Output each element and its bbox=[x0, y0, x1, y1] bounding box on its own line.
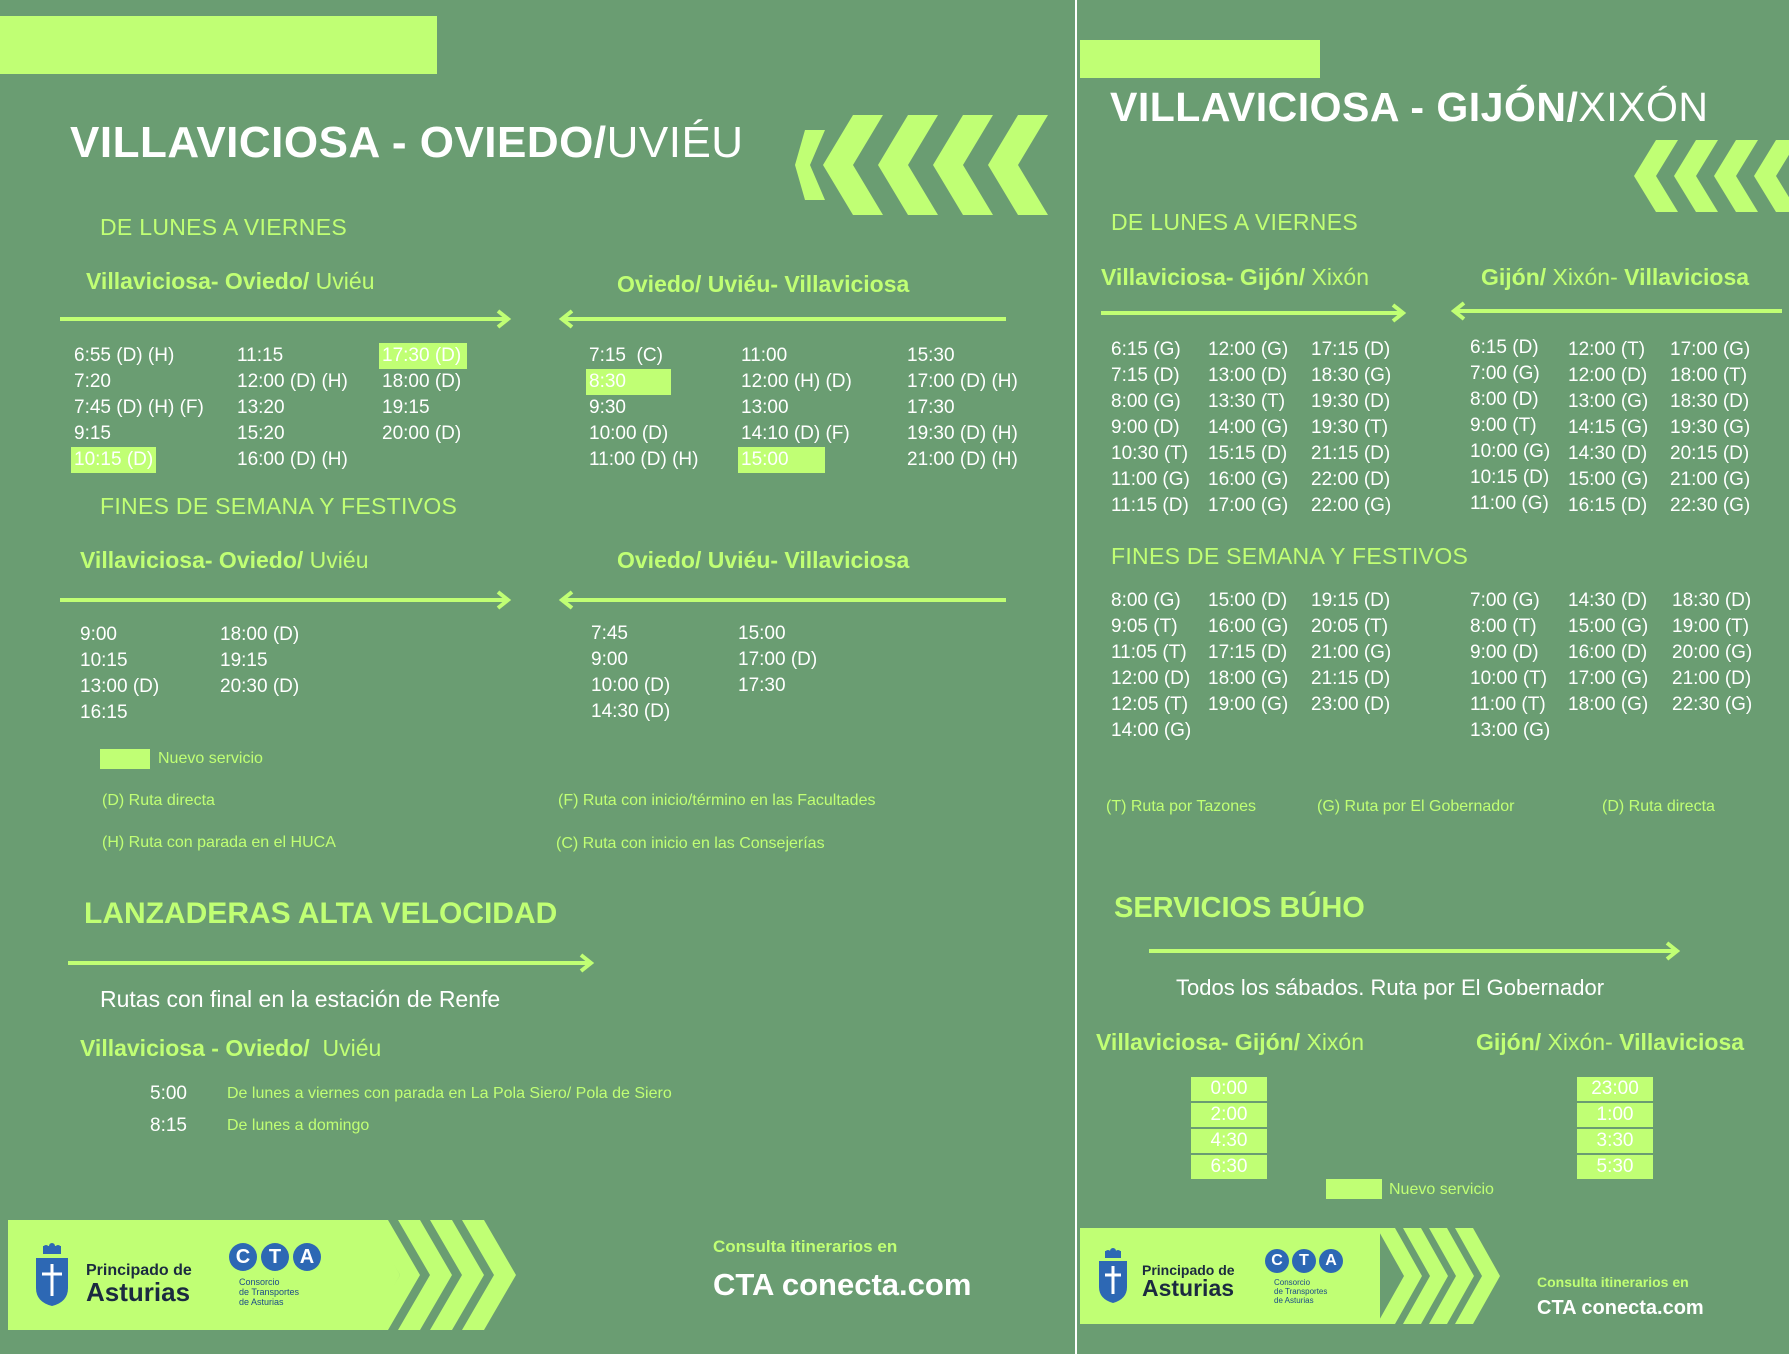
weekday-label: DE LUNES A VIERNES bbox=[1111, 209, 1358, 235]
shuttle-time: 8:15 bbox=[150, 1115, 187, 1136]
page-title: VILLAVICIOSA - GIJÓN/XIXÓN bbox=[1110, 84, 1709, 130]
legend-direct: (D) Ruta directa bbox=[102, 792, 215, 809]
legend-new-service: Nuevo servicio bbox=[1389, 1181, 1494, 1198]
legend-gobernador: (G) Ruta por El Gobernador bbox=[1317, 798, 1515, 815]
new-service-time: 10:15 (D) bbox=[71, 447, 156, 473]
weekday-in-col-1: 6:15 (D) 7:00 (G) 8:00 (D) 9:00 (T) 10:00 (G) 10:15 (D) 11:00 (G) bbox=[1470, 337, 1551, 514]
weekday-in-col-2: 12:00 (T) 12:00 (D) 13:00 (G) 14:15 (G) 14:30 (D) 15:00 (G) 16:15 (D) bbox=[1568, 339, 1649, 516]
arrow-right bbox=[68, 954, 598, 974]
weekday-out-col-2: 12:00 (G) 13:00 (D) 13:30 (T) 14:00 (G) 15:15 (D) 16:00 (G) 17:00 (G) bbox=[1208, 339, 1289, 516]
new-service-time: 15:00 bbox=[738, 447, 825, 473]
logo-line-2: Asturias bbox=[86, 1277, 191, 1307]
route-in-heading: Oviedo/ Uviéu- Villaviciosa bbox=[617, 547, 910, 573]
shuttle-time: 5:00 bbox=[150, 1083, 187, 1104]
route-out-heading: Villaviciosa- Oviedo/ Uviéu bbox=[80, 547, 369, 573]
arrow-left bbox=[1452, 302, 1789, 322]
new-service-time: 8:30 bbox=[586, 369, 671, 395]
footer-website-link[interactable]: CTA conecta.com bbox=[1537, 1297, 1704, 1319]
weekday-in-col-3: 15:30 17:00 (D) (H) 17:30 19:30 (D) (H) 21:00 (D) (H) bbox=[907, 345, 1018, 470]
weekday-in-col-2: 11:00 12:00 (H) (D) 13:00 14:10 (D) (F) 15:00 bbox=[741, 343, 852, 473]
weekend-in-col-1: 7:00 (G) 8:00 (T) 9:00 (D) 10:00 (T) 11:00 (T) 13:00 (G) bbox=[1470, 590, 1551, 741]
arrow-right bbox=[1149, 942, 1684, 962]
cta-letter-a: A bbox=[1319, 1249, 1343, 1273]
route-in-heading: Gijón/ Xixón- Villaviciosa bbox=[1481, 264, 1750, 290]
weekend-label: FINES DE SEMANA Y FESTIVOS bbox=[100, 493, 458, 519]
weekend-out-col-2: 18:00 (D) 19:15 20:30 (D) bbox=[220, 624, 300, 697]
asturias-crest-icon bbox=[32, 1244, 72, 1306]
legend-direct: (D) Ruta directa bbox=[1602, 798, 1715, 815]
shuttle-route-heading: Villaviciosa - Oviedo/ Uviéu bbox=[80, 1035, 382, 1061]
cta-letter-c: C bbox=[1265, 1249, 1289, 1273]
arrow-right bbox=[60, 591, 515, 611]
weekday-in-col-3: 17:00 (G) 18:00 (T) 18:30 (D) 19:30 (G) 20:15 (D) 21:00 (G) 22:30 (G) bbox=[1670, 339, 1751, 516]
accent-bar bbox=[0, 16, 437, 74]
weekend-out-col-1: 8:00 (G) 9:05 (T) 11:05 (T) 12:00 (D) 12:05 (T) 14:00 (G) bbox=[1111, 590, 1192, 741]
arrow-left bbox=[560, 310, 1010, 330]
buho-title: SERVICIOS BÚHO bbox=[1114, 892, 1365, 924]
shuttle-subtitle: Rutas con final en la estación de Renfe bbox=[100, 986, 501, 1012]
new-service-swatch bbox=[1326, 1179, 1382, 1199]
weekend-out-col-1: 9:00 10:15 13:00 (D) 16:15 bbox=[80, 624, 160, 723]
right-schedule-panel bbox=[1077, 0, 1789, 1354]
footer-chevrons bbox=[1377, 1228, 1502, 1324]
weekend-in-col-2: 14:30 (D) 15:00 (G) 16:00 (D) 17:00 (G) 18:00 (G) bbox=[1568, 590, 1649, 715]
weekend-in-col-1: 7:45 9:00 10:00 (D) 14:30 (D) bbox=[591, 623, 671, 722]
buho-in-times: 23:00 1:00 3:30 5:30 bbox=[1577, 1077, 1653, 1181]
buho-out-heading: Villaviciosa- Gijón/ Xixón bbox=[1096, 1029, 1365, 1055]
cta-letter-a: A bbox=[293, 1243, 321, 1271]
new-service-swatch bbox=[100, 749, 150, 769]
route-in-heading: Oviedo/ Uviéu- Villaviciosa bbox=[617, 271, 910, 297]
arrow-left bbox=[560, 591, 1010, 611]
shuttle-title: LANZADERAS ALTA VELOCIDAD bbox=[84, 897, 558, 930]
shuttle-desc: De lunes a viernes con parada en La Pola Siero/ Pola de Siero bbox=[227, 1085, 672, 1102]
arrow-right bbox=[1101, 304, 1411, 324]
legend-consejerias: (C) Ruta con inicio en las Consejerías bbox=[556, 835, 825, 852]
route-out-heading: Villaviciosa- Oviedo/ Uviéu bbox=[86, 268, 375, 294]
buho-out-times: 0:00 2:00 4:30 6:30 bbox=[1191, 1077, 1267, 1181]
footer-website-link[interactable]: CTA conecta.com bbox=[713, 1267, 972, 1302]
logo-line-1: Principado de bbox=[86, 1262, 192, 1279]
buho-subtitle: Todos los sábados. Ruta por El Gobernador bbox=[1176, 975, 1605, 1000]
weekday-in-col-1: 7:15 (C) 8:30 9:30 10:00 (D) 11:00 (D) (H) bbox=[589, 343, 698, 473]
weekend-out-col-2: 15:00 (D) 16:00 (G) 17:15 (D) 18:00 (G) 19:00 (G) bbox=[1208, 590, 1289, 715]
cta-letter-t: T bbox=[261, 1243, 289, 1271]
legend-tazones: (T) Ruta por Tazones bbox=[1106, 798, 1256, 815]
accent-bar bbox=[1080, 40, 1320, 78]
weekend-label: FINES DE SEMANA Y FESTIVOS bbox=[1111, 543, 1469, 569]
new-service-time: 17:30 (D) bbox=[379, 343, 467, 369]
chevrons-decoration bbox=[1620, 140, 1789, 212]
legend-new-service: Nuevo servicio bbox=[158, 750, 263, 767]
legend-facultades: (F) Ruta con inicio/término en las Facultades bbox=[558, 792, 876, 809]
cta-subtitle: Consorcio de Transportes de Asturias bbox=[239, 1277, 300, 1307]
weekday-out-col-2: 11:15 12:00 (D) (H) 13:20 15:20 16:00 (D) (H) bbox=[237, 345, 348, 470]
weekday-out-col-1: 6:55 (D) (H) 7:20 7:45 (D) (H) (F) 9:15 10:15 (D) bbox=[74, 343, 204, 473]
logo-line-2: Asturias bbox=[1142, 1275, 1235, 1301]
shuttle-desc: De lunes a domingo bbox=[227, 1117, 370, 1134]
weekday-out-col-3: 17:15 (D) 18:30 (G) 19:30 (D) 19:30 (T) 21:15 (D) 22:00 (D) 22:00 (G) bbox=[1311, 339, 1392, 516]
logo-line-1: Principado de bbox=[1142, 1262, 1235, 1278]
weekend-in-col-2: 15:00 17:00 (D) 17:30 bbox=[738, 623, 818, 696]
footer-chevrons bbox=[368, 1220, 508, 1330]
asturias-crest-icon bbox=[1096, 1249, 1130, 1303]
weekend-in-col-3: 18:30 (D) 19:00 (T) 20:00 (G) 21:00 (D) 22:30 (G) bbox=[1672, 590, 1753, 715]
weekend-out-col-3: 19:15 (D) 20:05 (T) 21:00 (G) 21:15 (D) 23:00 (D) bbox=[1311, 590, 1392, 715]
weekday-out-col-3: 17:30 (D) 18:00 (D) 19:15 20:00 (D) bbox=[382, 343, 467, 447]
arrow-right bbox=[60, 310, 515, 330]
buho-in-heading: Gijón/ Xixón- Villaviciosa bbox=[1476, 1029, 1745, 1055]
page-title: VILLAVICIOSA - OVIEDO/UVIÉU bbox=[70, 118, 744, 167]
route-out-heading: Villaviciosa- Gijón/ Xixón bbox=[1101, 264, 1370, 290]
cta-letter-t: T bbox=[1292, 1249, 1316, 1273]
weekday-label: DE LUNES A VIERNES bbox=[100, 214, 347, 240]
chevrons-decoration bbox=[805, 115, 1075, 215]
cta-letter-c: C bbox=[229, 1243, 257, 1271]
weekday-out-col-1: 6:15 (G) 7:15 (D) 8:00 (G) 9:00 (D) 10:30 (T) 11:00 (G) 11:15 (D) bbox=[1111, 339, 1190, 516]
footer-consulta: Consulta itinerarios en bbox=[713, 1237, 898, 1256]
legend-huca: (H) Ruta con parada en el HUCA bbox=[102, 834, 336, 851]
cta-subtitle: Consorcio de Transportes de Asturias bbox=[1274, 1278, 1328, 1305]
footer-consulta: Consulta itinerarios en bbox=[1537, 1274, 1689, 1290]
